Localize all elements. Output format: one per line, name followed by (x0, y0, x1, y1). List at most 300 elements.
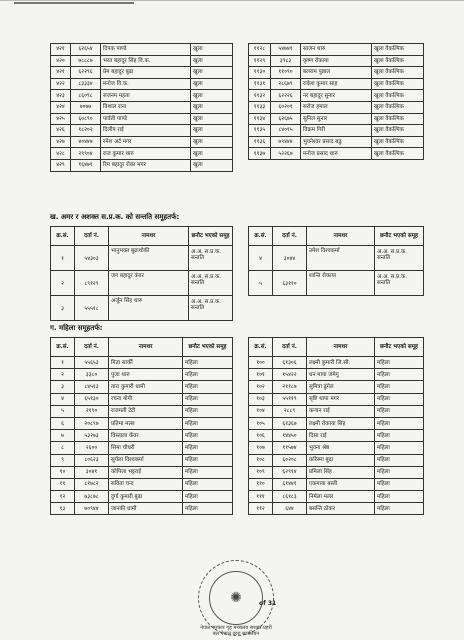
cell-reg-no: २८६७९ (271, 78, 301, 90)
cell-reg-no: ६२६५४ (71, 44, 101, 56)
cell-name: रिम बहादुर रोका मगर (101, 159, 191, 171)
table-row (51, 430, 233, 442)
cell-reg-no: ६०२०८ (273, 454, 307, 466)
cell-name: बसन्ति ठोकर (307, 503, 375, 515)
cell-reg-no: २६०० (75, 442, 109, 454)
cell-group: अ.अ. स.प्र.क. सन्तति (189, 246, 233, 271)
cell-reg-no: ६५१३० (75, 393, 109, 405)
cell-serial: ७ (51, 430, 75, 442)
cell-reg-no: ७०७७ (71, 101, 101, 113)
cell-serial: ४२० (51, 55, 71, 67)
table-row (51, 67, 233, 79)
col-header-reg-no: दर्ता नं. (273, 227, 307, 246)
cell-reg-no: २०८९७ (75, 417, 109, 429)
cell-serial: ११३७ (249, 148, 271, 160)
cell-reg-no: ८४५१३ (75, 381, 109, 393)
cell-reg-no: १८२०२ (71, 125, 101, 137)
cell-name: मनोज प्रसाद थारु (301, 148, 372, 160)
cell-name: मनोज वि.क. (101, 78, 191, 90)
col-header-group: छनौट भएको समूह (375, 338, 424, 357)
cell-serial: ४२५ (51, 113, 71, 125)
cell-reg-no: ३९८३ (271, 55, 301, 67)
col-header-group: छनौट भएको समूह (375, 227, 424, 246)
table-row (249, 271, 424, 296)
cell-name: प्रमिला सिंह (307, 466, 375, 478)
cell-serial: ११३५ (249, 125, 271, 137)
cell-reg-no: ५२२६७ (271, 148, 301, 160)
table-row (249, 125, 424, 137)
cell-reg-no: ३३८० (75, 369, 109, 381)
cell-name: राज कुमार थारु (101, 148, 191, 160)
cell-group: खुला (191, 136, 233, 148)
cell-name: सृष्टि थापा मगर (307, 393, 375, 405)
table-row (249, 491, 424, 503)
cell-group: महिला (375, 405, 424, 417)
table-row (51, 296, 233, 321)
table-row (51, 393, 233, 405)
table-row (249, 466, 424, 478)
table-a-right (248, 43, 424, 160)
cell-reg-no: २८८९ (273, 405, 307, 417)
cell-reg-no: ५४७४१ (271, 44, 301, 56)
cell-serial: ८ (51, 442, 75, 454)
cell-group: महिला (375, 478, 424, 490)
table-row (51, 101, 233, 113)
cell-serial: ११३० (249, 67, 271, 79)
cell-group: खुला (191, 148, 233, 160)
cell-name: उमेश विश्वकर्मा (307, 246, 375, 271)
table-row (249, 369, 424, 381)
cell-reg-no: ८४०१५ (271, 125, 301, 137)
cell-name: सुर्यला विश्वकर्मा (109, 454, 183, 466)
cell-name: भुवनेश्वर प्रसाद बढु (301, 136, 372, 148)
cell-group: महिला (183, 369, 233, 381)
cell-name: करिस्मा बुढा (307, 454, 375, 466)
cell-serial: ११३१ (249, 78, 271, 90)
cell-serial: ५ (51, 405, 75, 417)
cell-group: महिला (183, 454, 233, 466)
cell-group: खुला वैकल्पिक (372, 101, 424, 113)
page-number: of 31 (259, 600, 277, 607)
cell-serial: ११३३ (249, 101, 271, 113)
cell-reg-no: ८३३३४ (71, 78, 101, 90)
cell-reg-no: ५५६५३ (75, 357, 109, 369)
cell-name: राकेश कुमार साह (301, 78, 372, 90)
cell-serial: १० (51, 466, 75, 478)
cell-name: जानकी धामी (109, 503, 183, 515)
cell-serial: १०८ (249, 454, 273, 466)
cell-group: महिला (375, 381, 424, 393)
cell-name: प्रतिमा मल्ल (109, 417, 183, 429)
cell-group: अ.अ. स.प्र.क. सन्तति (375, 271, 424, 296)
col-header-name: नामथर (307, 227, 375, 246)
cell-name: भरत बहादुर सिंह वि.क. (101, 55, 191, 67)
cell-group: महिला (183, 381, 233, 393)
cell-serial: ४२६ (51, 125, 71, 137)
cell-name: प्रेम बहादुर बुढा (101, 67, 191, 79)
cell-reg-no: ६१४४१ (273, 478, 307, 490)
table-row (249, 136, 424, 148)
cell-reg-no: ३०४१ (75, 466, 109, 478)
table-row (249, 101, 424, 113)
cell-serial: १११ (249, 491, 273, 503)
table-b-right (248, 226, 424, 296)
cell-name: सुमित्रा ढुंगेल (307, 381, 375, 393)
col-header-serial: क्र.सं. (249, 227, 273, 246)
table-a-left-body (51, 44, 233, 172)
cell-group: अ.अ. स.प्र.क. सन्तति (189, 271, 233, 296)
table-row (249, 478, 424, 490)
cell-reg-no: ६३११० (273, 271, 307, 296)
table-a-right-body (249, 44, 424, 160)
cell-group: महिला (375, 417, 424, 429)
table-row (51, 78, 233, 90)
cell-serial: १०५ (249, 417, 273, 429)
cell-reg-no: ६०८९० (71, 113, 101, 125)
cell-group: खुला वैकल्पिक (372, 113, 424, 125)
cell-reg-no: ५५५१८ (75, 296, 109, 321)
scan-corner-mark (14, 2, 134, 4)
cell-reg-no: ७३८७८ (75, 491, 109, 503)
cell-name: लक्ष्मी रोकाया सिंह (307, 417, 375, 429)
cell-group: खुला (191, 101, 233, 113)
cell-name: भुवना श्रेष्ठ (307, 442, 375, 454)
table-row (249, 90, 424, 102)
cell-serial: ११३४ (249, 113, 271, 125)
cell-serial: ११० (249, 478, 273, 490)
cell-name: गिता सार्की (109, 357, 183, 369)
cell-group: खुला (191, 55, 233, 67)
cell-reg-no: ६२९१४ (273, 466, 307, 478)
table-g-left-header (51, 338, 233, 357)
cell-name: सुनिल सुनार (301, 113, 372, 125)
stamp-text: नेपाल सरकार गृह मन्त्रालय सशस्त्र प्रहरी बल नेपाल दररा बटालियन (200, 625, 272, 637)
cell-name: दिलीप राई (101, 125, 191, 137)
table-row (249, 417, 424, 429)
cell-serial: ११३२ (249, 90, 271, 102)
cell-group: खुला वैकल्पिक (372, 125, 424, 137)
cell-reg-no: ६२२९६ (71, 67, 101, 79)
cell-group: महिला (375, 430, 424, 442)
col-header-reg-no: दर्ता नं. (75, 338, 109, 357)
table-row (51, 405, 233, 417)
cell-serial: ५ (249, 271, 273, 296)
col-header-name: नामथर (109, 338, 183, 357)
cell-name: जग बहादुर कंवर (109, 271, 189, 296)
cell-reg-no: ६४४ (273, 503, 307, 515)
table-row (51, 44, 233, 56)
cell-group: खुला (191, 67, 233, 79)
cell-group: महिला (375, 503, 424, 515)
cell-group: महिला (375, 491, 424, 503)
cell-reg-no: १६४७१ (71, 159, 101, 171)
table-b-right-header (249, 227, 424, 246)
cell-name: भानुभक्त बुढाथोकी (109, 246, 189, 271)
table-b-right-body (249, 246, 424, 296)
cell-reg-no: ६२२२६ (271, 90, 301, 102)
cell-name: सविता चन्द (109, 478, 183, 490)
col-header-serial: क्र.सं. (249, 338, 273, 357)
cell-reg-no: ५५११९ (273, 393, 307, 405)
cell-name: दिसा राई (307, 430, 375, 442)
cell-reg-no: २९९०४ (71, 148, 101, 160)
cell-name: रचना योगी (109, 393, 183, 405)
cell-group: अ.अ. स.प्र.क. सन्तति (375, 246, 424, 271)
table-row (51, 148, 233, 160)
cell-group: महिला (183, 442, 233, 454)
cell-reg-no: ३०४४ (273, 246, 307, 271)
cell-group: महिला (375, 357, 424, 369)
cell-serial: ११२८ (249, 44, 271, 56)
cell-group: महिला (183, 466, 233, 478)
table-row (249, 393, 424, 405)
cell-serial: १०१ (249, 369, 273, 381)
cell-reg-no: ८६१८३ (273, 491, 307, 503)
cell-serial: १२ (51, 491, 75, 503)
cell-serial: १०९ (249, 466, 273, 478)
cell-group: महिला (183, 430, 233, 442)
cell-group: महिला (183, 503, 233, 515)
table-row (51, 478, 233, 490)
cell-name: एकमाया बस्ती (307, 478, 375, 490)
table-g-left (50, 337, 233, 515)
cell-serial: ९ (51, 454, 75, 466)
table-row (249, 405, 424, 417)
cell-reg-no: ५३२७३ (75, 430, 109, 442)
cell-name: पुजा थारु (109, 369, 183, 381)
cell-group: खुला (191, 125, 233, 137)
cell-serial: ४२८ (51, 148, 71, 160)
table-b-left-body (51, 246, 233, 321)
cell-reg-no: ७९४४४ (271, 136, 301, 148)
cell-name: शान्ति रोकाया (307, 271, 375, 296)
cell-reg-no: ७०९४४ (75, 503, 109, 515)
cell-serial: ४२२ (51, 78, 71, 90)
cell-serial: २ (51, 369, 75, 381)
cell-name: दिपक पाण्डे (101, 44, 191, 56)
cell-group: खुला वैकल्पिक (372, 78, 424, 90)
table-row (51, 442, 233, 454)
cell-serial: ४२३ (51, 90, 71, 102)
cell-group: महिला (183, 491, 233, 503)
table-row (249, 67, 424, 79)
table-row (51, 159, 233, 171)
cell-group: महिला (375, 369, 424, 381)
cell-group: महिला (375, 442, 424, 454)
cell-reg-no: ८०६२३ (75, 454, 109, 466)
cell-name: धन माया जमेगु (307, 369, 375, 381)
table-row (51, 246, 233, 271)
cell-group: महिला (183, 405, 233, 417)
cell-group: खुला वैकल्पिक (372, 44, 424, 56)
cell-group: अ.अ. स.प्र.क. सन्तति (189, 296, 233, 321)
cell-name: नर बहादुर सुनार (301, 90, 372, 102)
cell-name: सरोज हमाल (301, 101, 372, 113)
cell-serial: १३ (51, 503, 75, 515)
cell-reg-no: १५४२२ (273, 369, 307, 381)
col-header-name: नामथर (307, 338, 375, 357)
table-row (249, 44, 424, 56)
cell-serial: ११२ (249, 503, 273, 515)
cell-group: खुला (191, 44, 233, 56)
col-header-serial: क्र.सं. (51, 227, 75, 246)
table-b-left (50, 226, 233, 321)
table-row (51, 491, 233, 503)
cell-reg-no: २११८७ (273, 381, 307, 393)
cell-group: खुला वैकल्पिक (372, 55, 424, 67)
page-top-border (0, 0, 464, 1)
cell-reg-no: ६०२०१ (271, 101, 301, 113)
cell-name: तारा कुमारी धामी (109, 381, 183, 393)
cell-serial: १०३ (249, 393, 273, 405)
cell-group: महिला (375, 454, 424, 466)
cell-serial: ११ (51, 478, 75, 490)
cell-group: खुला (191, 90, 233, 102)
col-header-reg-no: दर्ता नं. (75, 227, 109, 246)
cell-serial: ४२४ (51, 101, 71, 113)
table-row (249, 430, 424, 442)
cell-name: बलराम पुन्नाल (301, 67, 372, 79)
table-row (249, 454, 424, 466)
col-header-reg-no: दर्ता नं. (273, 338, 307, 357)
cell-name: विक्रम गिरी (301, 125, 372, 137)
cell-reg-no: ११५७४ (273, 442, 307, 454)
cell-serial: १०४ (249, 405, 273, 417)
table-row (51, 369, 233, 381)
cell-name: सिमा चौधरी (109, 442, 183, 454)
table-row (249, 148, 424, 160)
table-row (249, 246, 424, 271)
cell-name: राजमती टेटी (109, 405, 183, 417)
cell-serial: १०६ (249, 430, 273, 442)
cell-name: अर्जुन सिंह थारु (109, 296, 189, 321)
official-stamp (198, 560, 277, 637)
section-b-heading: ख. अमर र अशक्त स.प्र.क. को सन्तति समूहतर्फ: (50, 213, 180, 221)
table-row (249, 381, 424, 393)
cell-name: विस्ताला कँवर (109, 430, 183, 442)
cell-name: साजन थारु (301, 44, 372, 56)
cell-group: खुला (191, 78, 233, 90)
cell-serial: ४२७ (51, 136, 71, 148)
cell-name: सजनम महता (101, 90, 191, 102)
table-row (51, 503, 233, 515)
stamp-emblem-icon: ✺ (209, 571, 263, 625)
table-row (51, 454, 233, 466)
cell-group: महिला (183, 393, 233, 405)
table-row (51, 125, 233, 137)
col-header-group: छनौट भएको समूह (183, 338, 233, 357)
cell-reg-no: ५४३०३ (75, 246, 109, 271)
table-row (249, 442, 424, 454)
cell-serial: ११३६ (249, 136, 271, 148)
cell-group: महिला (183, 417, 233, 429)
cell-name: पार्वती पाण्डे (101, 113, 191, 125)
cell-group: खुला (191, 113, 233, 125)
cell-name: लक्ष्मी कुमारी जि.सी. (307, 357, 375, 369)
table-g-right (248, 337, 424, 515)
cell-serial: ४२१ (51, 44, 71, 56)
table-a-left (50, 43, 233, 172)
cell-group: खुला वैकल्पिक (372, 136, 424, 148)
cell-reg-no: ४०४४७ (71, 136, 101, 148)
table-row (249, 357, 424, 369)
cell-reg-no: ७८८८७ (71, 55, 101, 67)
cell-group: महिला (183, 357, 233, 369)
table-row (249, 78, 424, 90)
cell-serial: १०२ (249, 381, 273, 393)
cell-serial: ११२९ (249, 55, 271, 67)
cell-name: कन्चन राई (307, 405, 375, 417)
table-row (51, 381, 233, 393)
cell-group: खुला वैकल्पिक (372, 148, 424, 160)
col-header-serial: क्र.सं. (51, 338, 75, 357)
table-row (51, 466, 233, 478)
cell-name: निर्मला मल्ल (307, 491, 375, 503)
cell-serial: ३ (51, 296, 75, 321)
cell-group: महिला (375, 393, 424, 405)
cell-name: दुर्गा कुमारी बुढा (109, 491, 183, 503)
cell-serial: ६ (51, 417, 75, 429)
table-row (249, 55, 424, 67)
cell-name: रमेश अर्ट मगर (101, 136, 191, 148)
col-header-group: छनौट भएको समूह (189, 227, 233, 246)
table-row (51, 271, 233, 296)
table-row (51, 90, 233, 102)
cell-reg-no: ८६०९८ (71, 90, 101, 102)
cell-serial: १०० (249, 357, 273, 369)
cell-group: खुला वैकल्पिक (372, 90, 424, 102)
cell-name: विशाल राना (101, 101, 191, 113)
section-g-heading: ग. महिला समूहतर्फ: (50, 324, 103, 332)
table-b-left-header (51, 227, 233, 246)
cell-serial: ४२१ (51, 67, 71, 79)
table-row (51, 357, 233, 369)
table-g-left-body (51, 357, 233, 515)
table-row (51, 417, 233, 429)
table-row (51, 55, 233, 67)
table-g-right-header (249, 338, 424, 357)
cell-serial: २ (51, 271, 75, 296)
cell-name: कृष्ण रोकाया (301, 55, 372, 67)
table-g-right-body (249, 357, 424, 515)
cell-reg-no: ६२६७५ (271, 113, 301, 125)
table-row (51, 113, 233, 125)
cell-reg-no: ११०९० (271, 67, 301, 79)
cell-serial: १ (51, 357, 75, 369)
cell-reg-no: २१९० (75, 405, 109, 417)
cell-group: खुला (191, 159, 233, 171)
table-row (249, 113, 424, 125)
col-header-name: नामथर (109, 227, 189, 246)
cell-reg-no: ६१३६७ (273, 417, 307, 429)
table-row (51, 136, 233, 148)
cell-reg-no: १४४५० (273, 430, 307, 442)
cell-serial: ४२९ (51, 159, 71, 171)
cell-serial: ४ (51, 393, 75, 405)
cell-serial: १०७ (249, 442, 273, 454)
cell-serial: ३ (51, 381, 75, 393)
cell-reg-no: ८१७८२ (75, 478, 109, 490)
cell-group: महिला (183, 478, 233, 490)
cell-group: खुला वैकल्पिक (372, 67, 424, 79)
cell-serial: १ (51, 246, 75, 271)
cell-serial: ४ (249, 246, 273, 271)
cell-reg-no: ६१३०६ (273, 357, 307, 369)
cell-group: महिला (375, 466, 424, 478)
cell-name: कोपिला भट्टराई (109, 466, 183, 478)
cell-reg-no: ८९१२९ (75, 271, 109, 296)
table-row (249, 503, 424, 515)
